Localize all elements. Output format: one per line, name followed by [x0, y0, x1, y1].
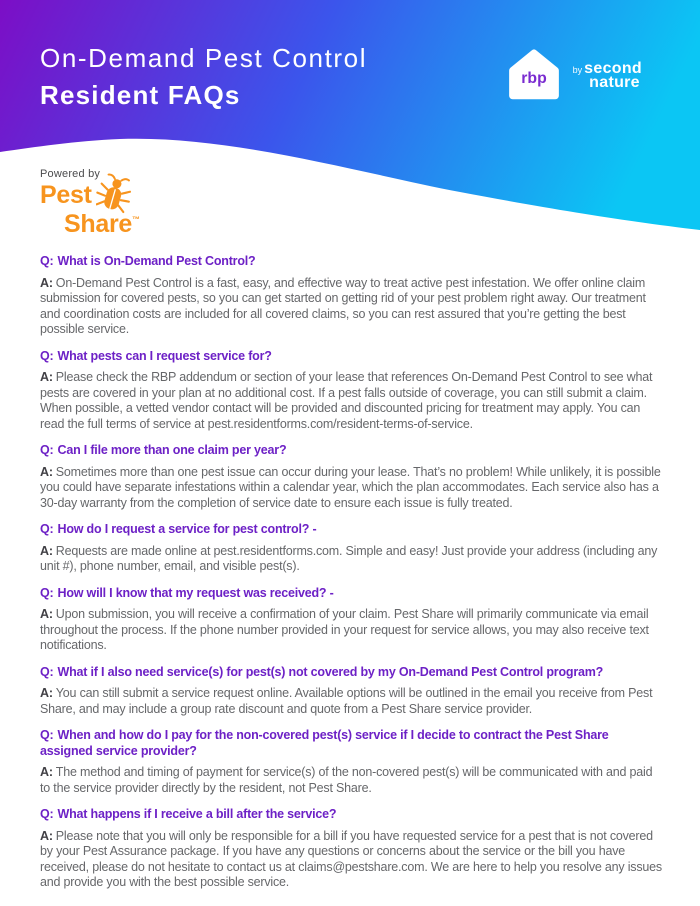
- answer-text: Please check the RBP addendum or section of your lease that references On-Demand Pest Control to see what pests are covered in your plan at no additional cost. If a pest falls outside of coverage, you can still submit a claim. When possible, a vetted vendor contact will be provided and discounted pricing for treatment may apply. You can read the full terms of service at pest.residentforms.com/resident-terms-of-service.: [40, 370, 653, 431]
- faq-item: [40, 665, 662, 718]
- page-title-block: [40, 40, 367, 114]
- faq-answer: [40, 607, 662, 654]
- faq-answer: [40, 370, 662, 432]
- trademark-symbol: ™: [131, 215, 140, 224]
- question-text: What happens if I receive a bill after the service?: [57, 807, 337, 821]
- page-subtitle: Resident FAQs: [40, 80, 241, 110]
- answer-prefix: A:: [40, 828, 53, 843]
- faq-item: [40, 254, 662, 338]
- answer-prefix: A:: [40, 607, 53, 621]
- faq-answer: [40, 544, 662, 575]
- question-text: When and how do I pay for the non-covered pest(s) service if I decide to contract the Pest Share assigned service provider?: [40, 728, 609, 758]
- answer-text: Please note that you will only be responsible for a bill if you have requested service for a pest that is not covered by your Pest Assurance package. If you have any questions or concerns about the service or the bill you have received, please do not hesitate to contact us at claims@pestshare.com. We are here to help you resolve any issues and provide you with the best possible service.: [40, 828, 662, 889]
- brand-nature: nature: [589, 74, 640, 91]
- question-text: What pests can I request service for?: [57, 348, 272, 363]
- faq-list: [0, 250, 700, 891]
- answer-prefix: A:: [40, 686, 53, 700]
- faq-item: [40, 586, 662, 654]
- rbp-second-nature-logo: [504, 46, 642, 106]
- faq-question: [40, 522, 662, 538]
- answer-text: Requests are made online at pest.residentforms.com. Simple and easy! Just provide your address (including any unit #), phone number, email, and visible pest(s).: [40, 543, 658, 573]
- question-prefix: Q:: [40, 348, 54, 363]
- faq-question: [40, 254, 662, 270]
- faq-question: [40, 349, 662, 365]
- question-text: What is On-Demand Pest Control?: [57, 254, 256, 268]
- faq-question: [40, 728, 662, 759]
- faq-answer: [40, 465, 662, 512]
- question-prefix: Q:: [40, 443, 54, 457]
- powered-by-label: Powered by: [40, 168, 101, 180]
- question-prefix: Q:: [40, 664, 54, 679]
- answer-text: You can still submit a service request online. Available options will be outlined in the email you receive from Pest Share, and may include a group rate discount and quote from a Pest Share service provider.: [40, 686, 653, 716]
- question-prefix: Q:: [40, 728, 54, 742]
- answer-text: Sometimes more than one pest issue can occur during your lease. That’s no problem! While unlikely, it is possible you could have separate infestations within a calendar year, which the plan accommodates. Each service also has a 30-day warranty from the completion of service date to ensure each issue is fully treated.: [40, 464, 661, 510]
- answer-prefix: A:: [40, 275, 53, 290]
- answer-prefix: A:: [40, 765, 53, 779]
- answer-text: On-Demand Pest Control is a fast, easy, and effective way to treat active pest infestation. We offer online claim submission for covered pests, so you can get started on getting rid of your pest problem right away. Our treatment and coordination costs are included for all covered claims, so you can rest assured that you’re getting the best possible service.: [40, 275, 646, 336]
- answer-prefix: A:: [40, 543, 53, 558]
- pestshare-word-pest: Pest: [40, 181, 92, 209]
- faq-question: [40, 443, 662, 459]
- faq-answer: [40, 686, 662, 717]
- faq-answer: [40, 829, 662, 891]
- rbp-house-icon: [504, 46, 564, 106]
- bug-icon: [96, 173, 132, 215]
- question-text: What if I also need service(s) for pest(s) not covered by my On-Demand Pest Control program?: [57, 664, 604, 679]
- question-prefix: Q:: [40, 807, 54, 821]
- pestshare-logo-block: [40, 168, 140, 237]
- question-prefix: Q:: [40, 254, 54, 268]
- question-prefix: Q:: [40, 522, 54, 536]
- question-prefix: Q:: [40, 585, 54, 600]
- rbp-by-label: by: [572, 65, 583, 75]
- faq-question: [40, 586, 662, 602]
- second-nature-wordmark: [573, 62, 642, 90]
- faq-answer: [40, 276, 662, 338]
- answer-prefix: A:: [40, 464, 53, 479]
- faq-item: [40, 522, 662, 575]
- rbp-label: rbp: [520, 70, 547, 88]
- faq-question: [40, 807, 662, 823]
- faq-item: [40, 807, 662, 891]
- question-text: How do I request a service for pest control? -: [57, 522, 317, 536]
- answer-prefix: A:: [40, 370, 53, 384]
- faq-item: [40, 443, 662, 511]
- question-text: How will I know that my request was received? -: [57, 585, 334, 600]
- brand-second: second: [584, 60, 642, 77]
- answer-text: The method and timing of payment for service(s) of the non-covered pest(s) will be communicated with and paid to the service provider directly by the resident, not Pest Share.: [40, 765, 653, 795]
- faq-item: [40, 349, 662, 433]
- faq-answer: [40, 765, 662, 796]
- question-text: Can I file more than one claim per year?: [57, 443, 287, 457]
- faq-question: [40, 665, 662, 681]
- answer-text: Upon submission, you will receive a confirmation of your claim. Pest Share will primarily communicate via email throughout the process. If the phone number provided in your request for service allows, you may also receive text notifications.: [40, 607, 649, 652]
- pestshare-word-share: Share: [64, 210, 132, 238]
- header-banner: [0, 0, 700, 250]
- page-title: On-Demand Pest Control: [40, 43, 368, 73]
- faq-item: [40, 728, 662, 796]
